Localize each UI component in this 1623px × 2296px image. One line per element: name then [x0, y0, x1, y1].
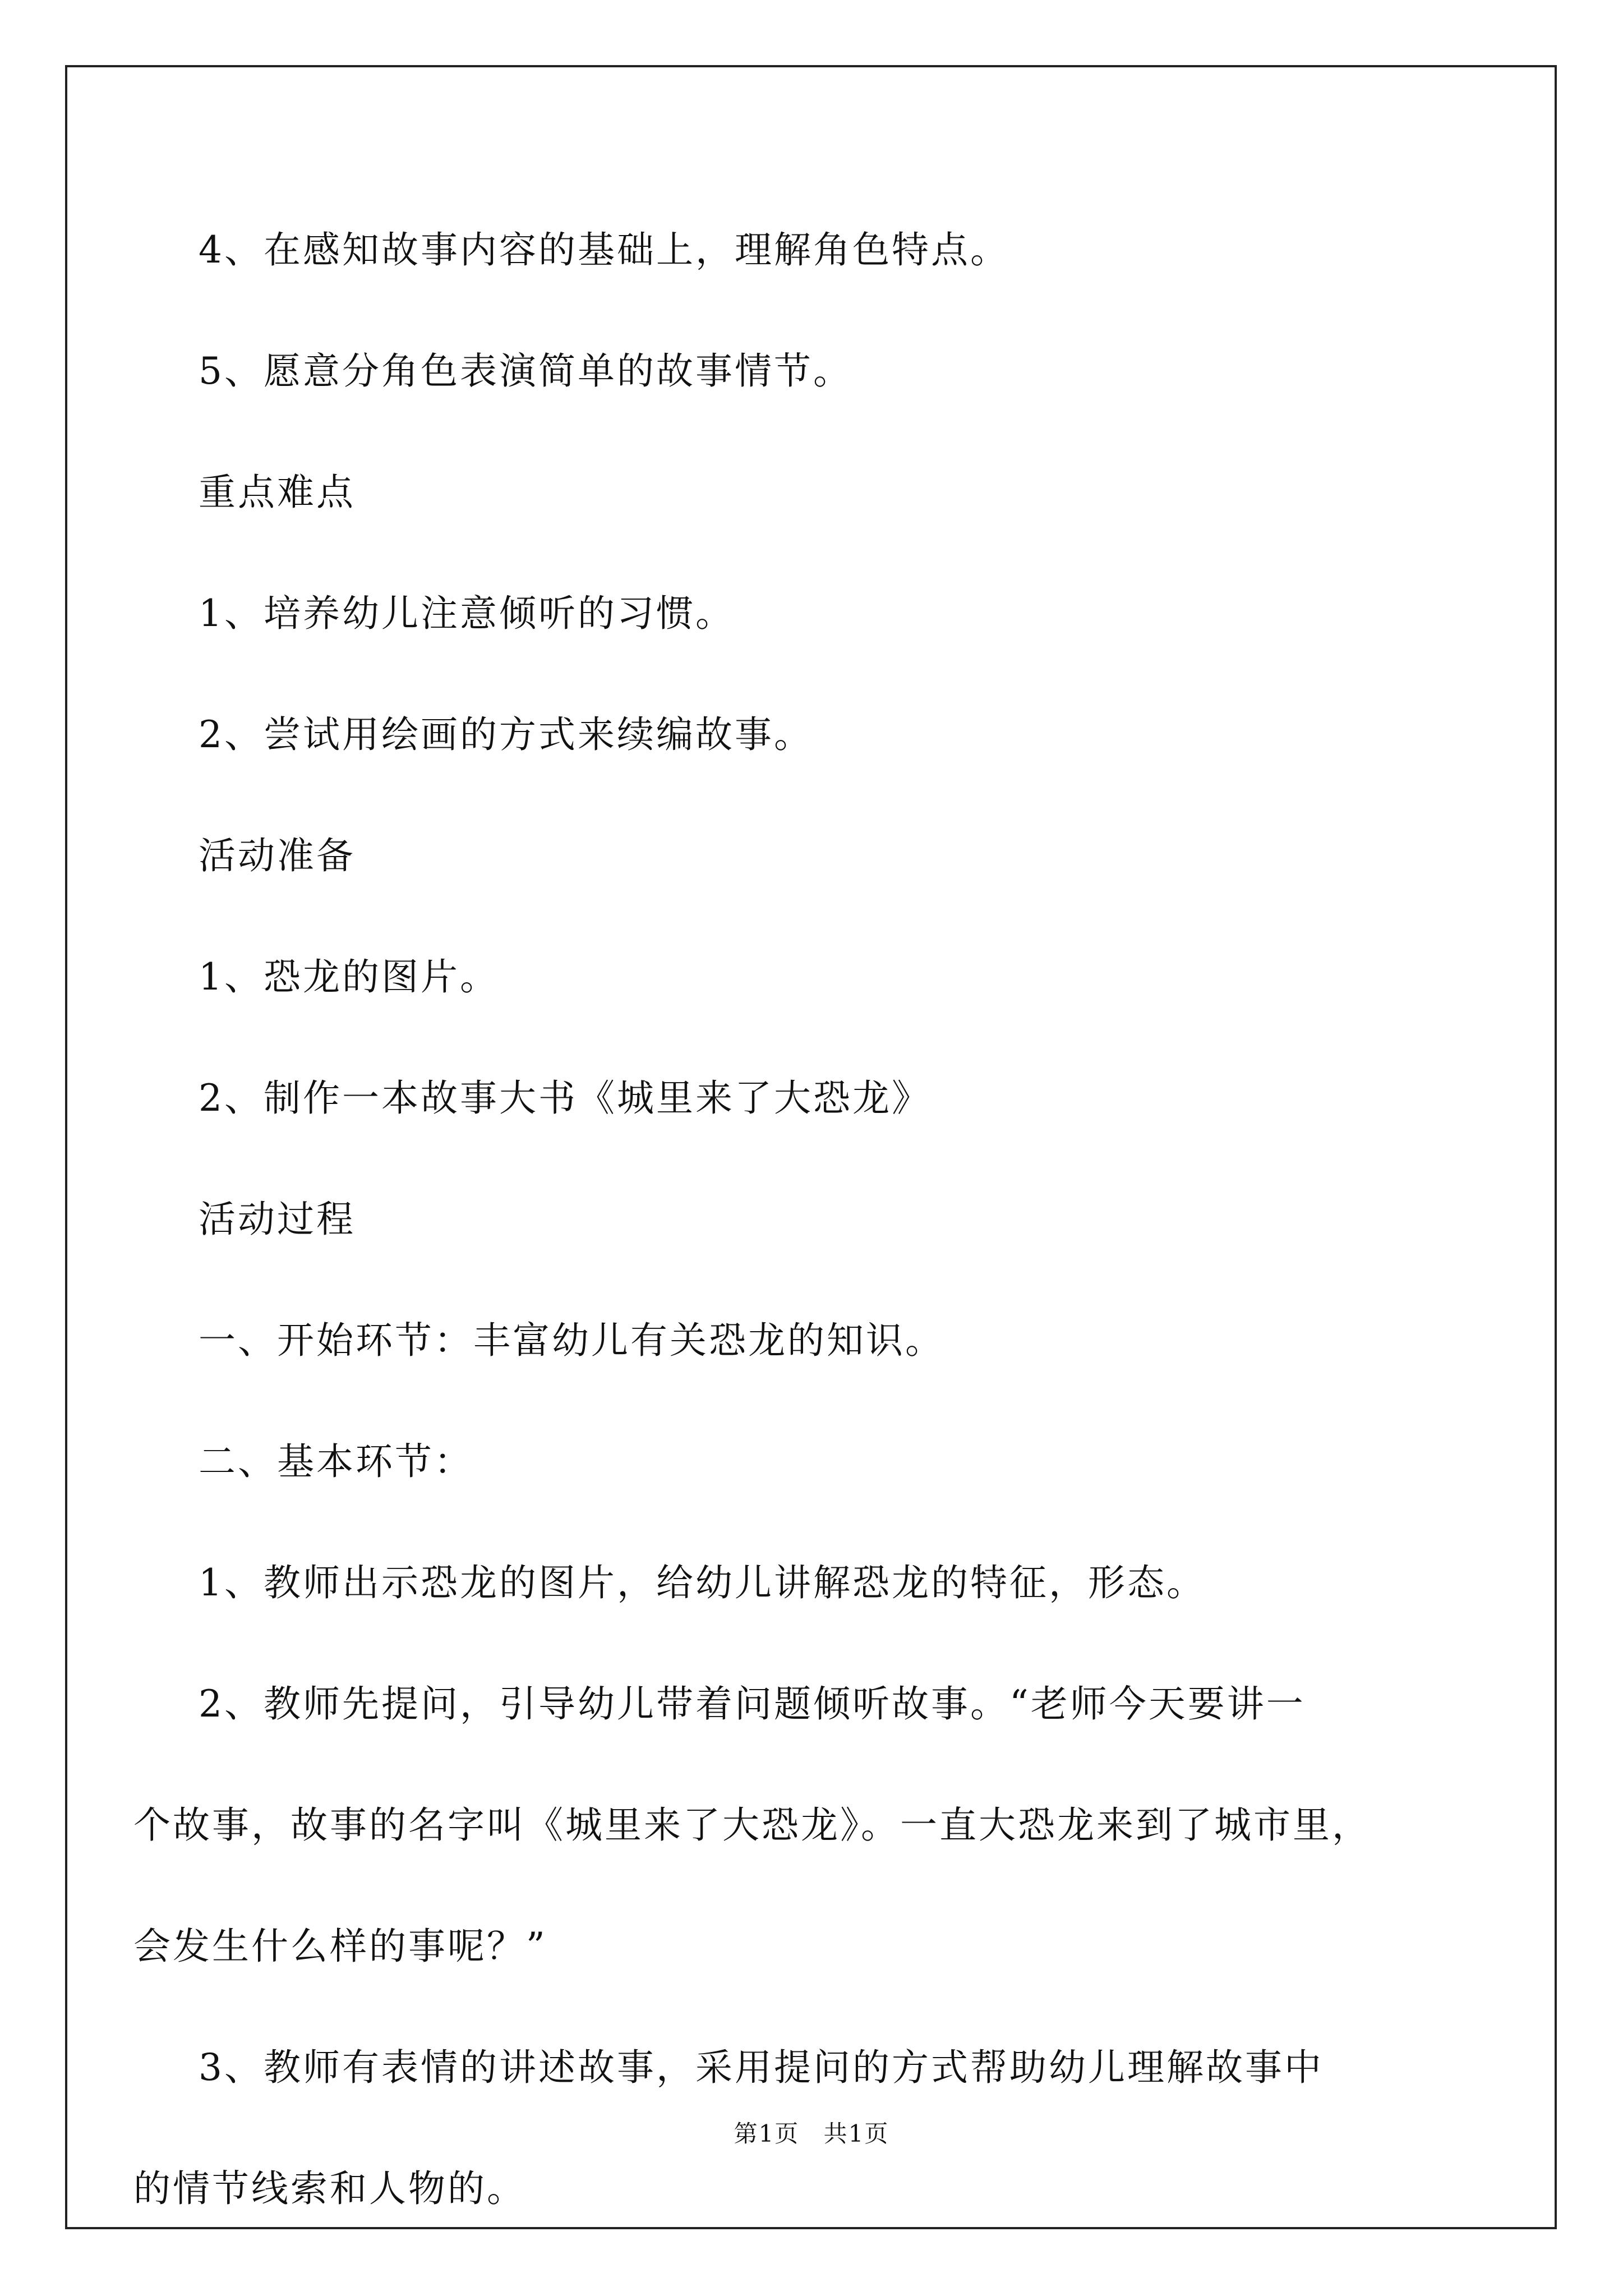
page-footer [0, 2115, 1623, 2149]
paragraph-line: 二、基本环节： [199, 1440, 473, 1483]
paragraph-line: 2、教师先提问，引导幼儿带着问题倾听故事。“老师今天要讲一 [199, 1682, 1306, 1726]
paragraph-line: 1、恐龙的图片。 [199, 955, 499, 999]
paragraph-line: 1、教师出示恐龙的图片，给幼儿讲解恐龙的特征，形态。 [199, 1561, 1206, 1604]
paragraph-line: 的情节线索和人物的。 [133, 2167, 526, 2210]
paragraph-line: 4、在感知故事内容的基础上，理解角色特点。 [199, 228, 1009, 272]
paragraph-line: 3、教师有表情的讲述故事，采用提问的方式帮助幼儿理解故事中 [199, 2046, 1324, 2089]
section-heading: 活动过程 [199, 1198, 356, 1241]
paragraph-line: 会发生什么样的事呢？” [133, 1925, 547, 1968]
section-heading: 重点难点 [199, 471, 356, 514]
page-number: 第1页 [734, 2120, 800, 2147]
paragraph-line: 个故事，故事的名字叫《城里来了大恐龙》。一直大恐龙来到了城市里， [133, 1803, 1371, 1847]
paragraph-line: 2、制作一本故事大书《城里来了大恐龙》 [199, 1076, 931, 1120]
paragraph-line: 5、愿意分角色表演简单的故事情节。 [199, 349, 852, 393]
paragraph-line: 一、开始环节：丰富幼儿有关恐龙的知识。 [199, 1319, 944, 1362]
page-total: 共1页 [823, 2120, 889, 2147]
paragraph-line: 1、培养幼儿注意倾听的习惯。 [199, 592, 735, 635]
paragraph-line: 2、尝试用绘画的方式来续编故事。 [199, 713, 813, 756]
section-heading: 活动准备 [199, 834, 356, 877]
